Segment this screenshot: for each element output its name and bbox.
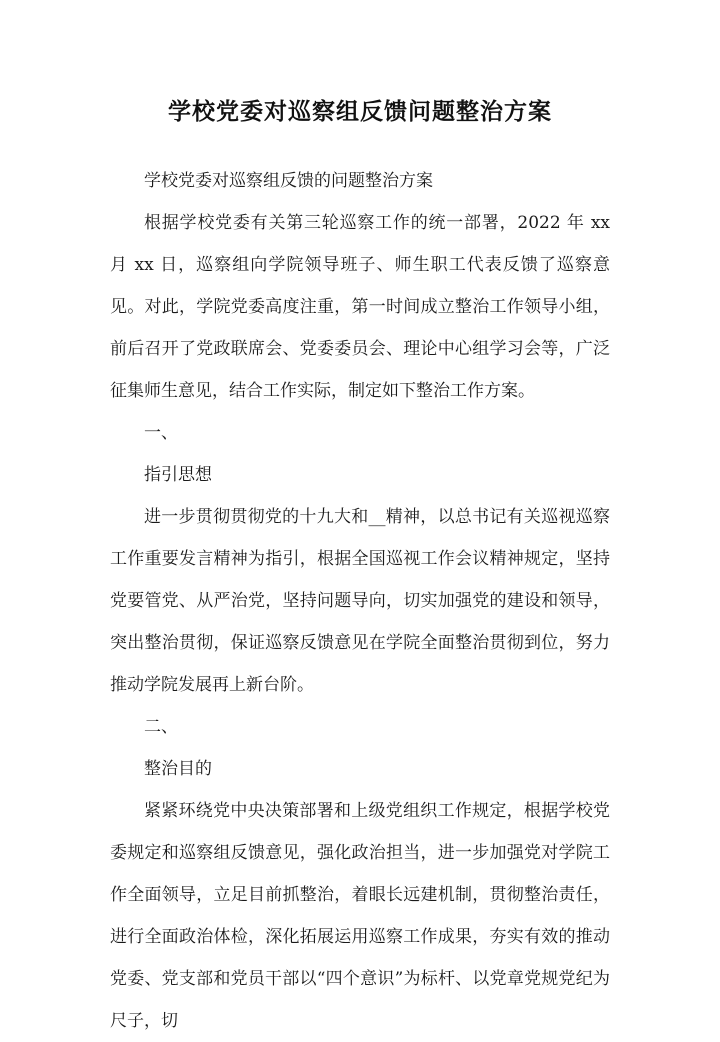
document-body [110, 160, 610, 1042]
section-number-2: 二、 [144, 717, 178, 737]
section-heading-guiding-thought: 指引思想 [144, 465, 212, 485]
paragraph-intro: 根据学校党委有关第三轮巡察工作的统一部署，2022 年 xx 月 xx 日，巡察组向学院领导班子、师生职工代表反馈了巡察意见。对此，学院党委高度注重，第一时间成立整治工作领导小组，前后召开了党政联席会、党委委员会、理论中心组学习会等，广泛征集师生意见，结合工作实际，制定如下整治工作方案。 [110, 213, 610, 401]
section-number-1: 一、 [144, 423, 178, 443]
paragraph-guiding-thought: 进一步贯彻贯彻党的十九大和__精神，以总书记有关巡视巡察工作重要发言精神为指引，根据全国巡视工作会议精神规定，坚持党要管党、从严治党，坚持问题导向，切实加强党的建设和领导，突出整治贯彻，保证巡察反馈意见在学院全面整治贯彻到位，努力推动学院发展再上新台阶。 [110, 507, 610, 695]
document-title: 学校党委对巡察组反馈问题整治方案 [168, 98, 552, 125]
paragraph-subtitle: 学校党委对巡察组反馈的问题整治方案 [144, 171, 433, 191]
paragraph-purpose: 紧紧环绕党中央决策部署和上级党组织工作规定，根据学校党委规定和巡察组反馈意见，强化政治担当，进一步加强党对学院工作全面领导，立足目前抓整治，着眼长远建机制，贯彻整治责任，进行全面政治体检，深化拓展运用巡察工作成果，夯实有效的推动党委、党支部和党员干部以“四个意识”为标杆、以党章党规党纪为尺子，切 [110, 801, 610, 1031]
section-heading-purpose: 整治目的 [144, 759, 212, 779]
